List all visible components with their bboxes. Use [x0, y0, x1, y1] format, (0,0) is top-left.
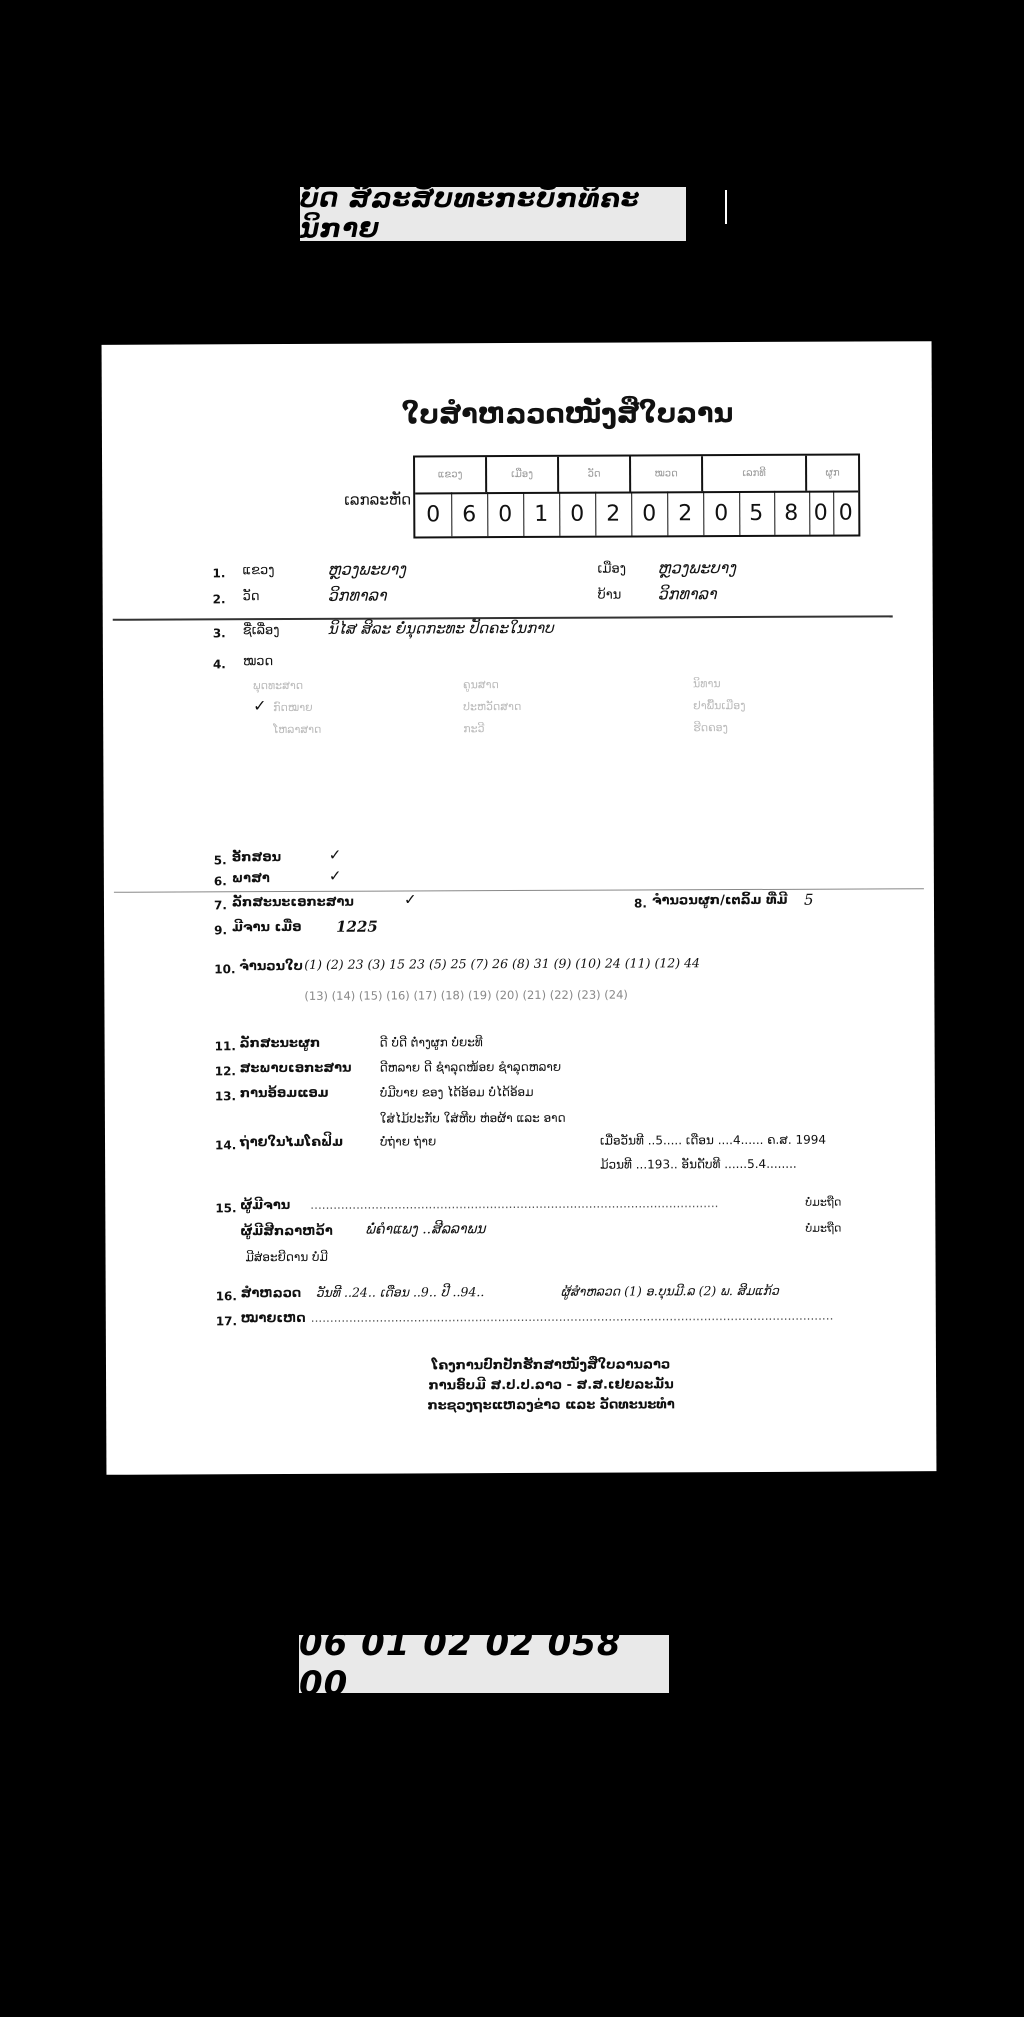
field-temple-label: ວັດ: [242, 589, 260, 605]
field-copier-label: ຜູ້ມີສີກລາຫວ້າ: [240, 1223, 333, 1240]
form-title: ໃບສຳຫລວດໜັງສືໃບລານ: [401, 398, 734, 431]
field-province-value: ຫຼວງພະບາງ: [327, 559, 406, 579]
field-created-value: 1225: [336, 917, 378, 936]
field-title-label: ຊື່ເລື່ອງ: [242, 623, 280, 639]
code-digit: 5: [738, 491, 775, 535]
field-condition-label: ສະພາບເອກະສານ: [239, 1060, 352, 1077]
field-district-label: ເມືອງ: [597, 561, 627, 577]
field-number: 5.: [213, 853, 227, 868]
code-grid: [413, 454, 860, 539]
category-option: ກະວີ: [463, 722, 485, 736]
field-script-label: ອັກສອນ: [231, 850, 282, 866]
field-district-value: ຫຼວງພະບາງ: [657, 558, 736, 578]
check-mark-icon: ✓: [253, 696, 267, 716]
field-number: 7.: [213, 898, 227, 913]
field-village-label: ບ້ານ: [597, 587, 622, 603]
code-header-cell: ເມືອງ: [487, 457, 559, 492]
field-binding-options: ດີ ບໍ່ດີ ຕ່ຳງຜູກ ບໍ່ຍະທີ: [379, 1035, 483, 1050]
field-number: 12.: [214, 1064, 237, 1079]
field-wrapping-options-2: ໃສ່ໄມ້ປະກັບ ໃສ່ຫີບ ຫ່ອຜ້າ ແລະ ອາດ: [379, 1110, 566, 1126]
code-digit: 0: [415, 492, 452, 536]
field-village-value: ວິກທາລາ: [657, 584, 717, 604]
field-wrapping-options: ບໍ່ມີບາຍ ຂອງ ໄດ້ອ້ອມ ບໍ່ໄດ້ອ້ອມ: [379, 1084, 534, 1100]
field-microfilm-options: ບໍ່ຖ່າຍ ຖ່າຍ: [379, 1134, 437, 1149]
field-bundles-label: ຈຳນວນຜູກ/ເຕລິ້ມ ທີ່ມີ: [651, 892, 788, 909]
field-microfilm-date: ເມື່ອວັນທີ ..5..... ເດືອນ ....4...... ຄ.ສ. 1994: [599, 1132, 826, 1148]
field-microfilm-roll: ມ້ວນທີ ...193.. ອັນດັບທີ ......5.4........: [600, 1156, 797, 1172]
code-header-cell: ຜູກ: [825, 467, 840, 479]
film-header-label: ບົດ ສິລະສັບທະກະບັກທິຄະນິກາຍ: [300, 187, 686, 241]
survey-form-sheet: [102, 341, 937, 1475]
category-option: ພຸດທະສາດ: [252, 678, 304, 693]
field-microfilm-label: ຖ່າຍໃນໄມໂຄຟິມ: [239, 1134, 344, 1151]
code-digit: 0: [703, 491, 740, 535]
footer-line: ໂຄງການປົກປັກຮັກສາໜັງສືໃບລານລາວ: [431, 1357, 671, 1374]
field-number: 4.: [212, 657, 226, 672]
check-mark-icon: ✓: [328, 845, 342, 864]
check-mark-icon: ✓: [403, 890, 417, 909]
field-leaves-row2: (13) (14) (15) (16) (17) (18) (19) (20) (21) (22) (23) (24): [304, 987, 628, 1003]
code-header-row: [415, 456, 858, 495]
field-number: 9.: [214, 923, 228, 938]
field-number: 1.: [212, 566, 226, 581]
field-leaves-row1: (1) (2) 23 (3) 15 23 (5) 25 (7) 26 (8) 31 (9) (10) 24 (11) (12) 44: [304, 955, 700, 972]
field-wrapping-label: ການອ້ອມແອມ: [239, 1085, 329, 1102]
check-mark-icon: ✓: [328, 866, 342, 885]
field-doctype-label: ລັກສະນະເອກະສານ: [231, 894, 354, 911]
dotted-line: ...........................................................................................................: [310, 1196, 719, 1212]
category-option: ປະຫວັດສາດ: [463, 699, 522, 714]
field-bundles-value: 5: [803, 890, 814, 909]
dotted-line: .........................................................................................................................................: [310, 1308, 834, 1325]
field-number: 14.: [215, 1138, 237, 1153]
field-number: 11.: [214, 1039, 236, 1054]
field-number: 6.: [213, 874, 227, 889]
field-owner-label: ຜູ້ມີຈານ: [240, 1198, 291, 1214]
field-temple-value: ວິກທາລາ: [327, 585, 387, 605]
field-colophon-options: ມີສ່ອະຍີດານ ບໍ່ມີ: [245, 1249, 328, 1265]
category-option: ໂຫລາສາດ: [273, 722, 322, 737]
category-option: ກົດໝາຍ: [273, 700, 313, 715]
field-condition-options: ດີຫລາຍ ດີ ຊຳລຸດໜ້ອຍ ຊຳລຸດຫລາຍ: [379, 1059, 562, 1075]
field-remarks-label: ໝາຍເຫດ: [240, 1310, 306, 1327]
code-digit: 2: [667, 491, 704, 535]
field-title-value: ນິໄສ ສິລະ ຍໍ່ນຸດກະທະ ປັດຄະໃນກາບ: [327, 618, 554, 638]
code-digit: 0: [808, 491, 834, 535]
code-digit: 0: [559, 492, 596, 536]
category-option: ຄູນສາດ: [462, 678, 499, 692]
field-copier-note: ບໍ່ມະຖືດ: [805, 1221, 842, 1235]
category-option: ຢາພື້ນເມືອງ: [693, 699, 746, 713]
field-surveyors: ຜູ້ສຳຫລວດ (1) ອ.ບຸນມີ.ລ (2) ພ. ສິມແກ້ວ: [560, 1282, 779, 1299]
field-created-label: ມີຈານ ເມື່ອ: [232, 919, 302, 936]
field-number: 2.: [212, 592, 226, 607]
field-number: 10.: [214, 962, 236, 977]
footer-line: ກະຊວງຖະແຫລງຂ່າວ ແລະ ວັດທະນະທຳ: [427, 1397, 675, 1414]
field-survey-label: ສຳຫລວດ: [240, 1285, 302, 1302]
crease-line: [114, 888, 924, 893]
field-number: 13.: [214, 1089, 237, 1104]
code-header-cell: ໝວດ: [631, 456, 703, 491]
field-binding-label: ລັກສະນະຜູກ: [239, 1035, 321, 1052]
field-survey-date: ວັນທີ ..24.. ເດືອນ ..9.. ປີ ..94..: [315, 1284, 485, 1300]
code-digit: 6: [451, 492, 488, 536]
field-number: 8.: [633, 896, 647, 911]
category-option: ຮີດຄອງ: [693, 721, 728, 735]
code-digit: 0: [838, 500, 853, 526]
code-digit: 0: [631, 491, 668, 535]
code-digit: 8: [773, 491, 810, 535]
field-category-label: ໝວດ: [242, 654, 274, 670]
code-header-cell: ເລກທີ: [703, 456, 807, 491]
code-label: ເລກລະຫັດ: [344, 490, 412, 509]
code-digit: 2: [595, 492, 632, 536]
footer-line: ການອົບມີ ສ.ປ.ປ.ລາວ - ສ.ສ.ເຢຍລະມັນ: [428, 1377, 674, 1394]
field-owner-note: ບໍ່ມະຖືດ: [805, 1195, 842, 1209]
code-header-cell: ແຂວງ: [415, 457, 487, 492]
field-copier-value: ພໍ່ຄຳແພງ ..ສີລລາພນ: [365, 1221, 486, 1238]
field-number: 16.: [215, 1289, 237, 1304]
field-language-label: ພາສາ: [231, 871, 270, 887]
manuscript-code-label: 06 01 02 02 058 00: [299, 1635, 669, 1693]
code-digit: 0: [487, 492, 524, 536]
field-leaves-label: ຈຳນວນໃບ: [239, 958, 304, 975]
category-option: ນິທານ: [692, 677, 721, 691]
field-number: 15.: [215, 1201, 237, 1216]
field-number: 3.: [212, 626, 226, 641]
code-digit: 1: [523, 492, 560, 536]
code-digit-row: [415, 491, 858, 537]
film-edge-mark: [725, 190, 727, 224]
code-header-cell: ວັດ: [559, 457, 631, 492]
field-number: 17.: [215, 1314, 238, 1329]
field-province-label: ແຂວງ: [242, 563, 275, 579]
